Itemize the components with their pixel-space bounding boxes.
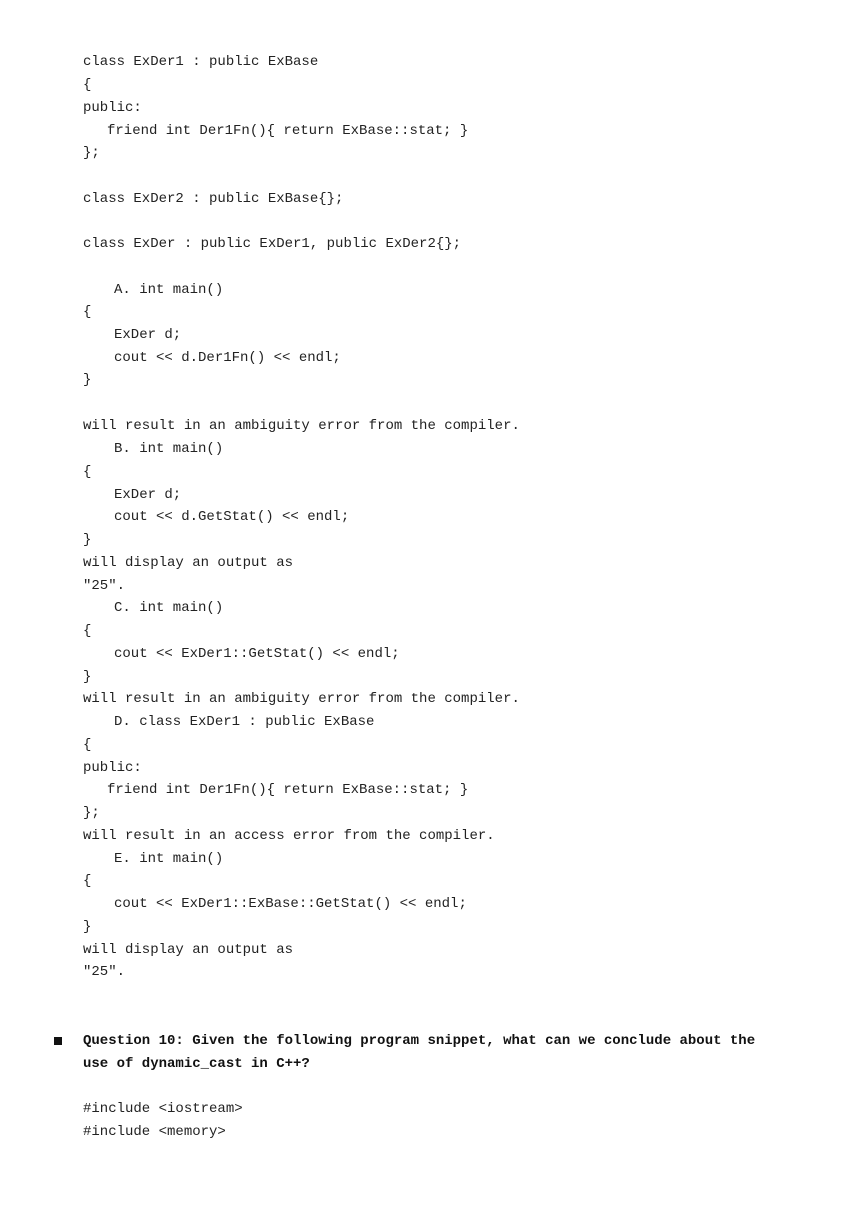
code-line: friend int Der1Fn(){ return ExBase::stat; } <box>107 782 469 798</box>
option-e-head: E. int main() <box>114 851 224 867</box>
option-d-head: D. class ExDer1 : public ExBase <box>114 714 375 730</box>
code-line: class ExDer2 : public ExBase{}; <box>83 191 344 207</box>
option-b-head: B. int main() <box>114 441 224 457</box>
code-line: }; <box>83 805 100 821</box>
code-line: } <box>83 669 92 685</box>
code-line: { <box>83 623 92 639</box>
question-text: Question 10: Given the following program snippet, what can we conclude about the <box>83 1033 756 1049</box>
code-line: cout << ExDer1::GetStat() << endl; <box>114 646 400 662</box>
code-line: cout << ExDer1::ExBase::GetStat() << endl; <box>114 896 467 912</box>
code-line: { <box>83 77 92 93</box>
code-line: class ExDer : public ExDer1, public ExDer2{}; <box>83 236 462 252</box>
option-c-head: C. int main() <box>114 600 224 616</box>
question-text: use of dynamic_cast in C++? <box>83 1056 310 1072</box>
code-line: { <box>83 737 92 753</box>
code-line: } <box>83 372 92 388</box>
code-line: ExDer d; <box>114 327 182 343</box>
code-line: ExDer d; <box>114 487 182 503</box>
option-d-result: will result in an access error from the compiler. <box>83 828 495 844</box>
code-line: }; <box>83 145 100 161</box>
code-line: { <box>83 873 92 889</box>
code-line: public: <box>83 100 142 116</box>
bullet-square-icon <box>54 1037 62 1045</box>
code-line: friend int Der1Fn(){ return ExBase::stat; } <box>107 123 469 139</box>
code-line: } <box>83 919 92 935</box>
option-a-head: A. int main() <box>114 282 224 298</box>
option-a-result: will result in an ambiguity error from the compiler. <box>83 418 520 434</box>
code-line: { <box>83 304 92 320</box>
option-b-result: will display an output as <box>83 555 294 571</box>
option-e-result: will display an output as <box>83 942 294 958</box>
code-line: { <box>83 464 92 480</box>
code-line: #include <iostream> <box>83 1101 243 1117</box>
code-line: cout << d.Der1Fn() << endl; <box>114 350 341 366</box>
option-c-result: will result in an ambiguity error from the compiler. <box>83 691 520 707</box>
option-e-result: "25". <box>83 964 126 980</box>
code-line: public: <box>83 760 142 776</box>
code-line: } <box>83 532 92 548</box>
option-b-result: "25". <box>83 578 126 594</box>
code-line: cout << d.GetStat() << endl; <box>114 509 350 525</box>
code-line: #include <memory> <box>83 1124 226 1140</box>
code-line: class ExDer1 : public ExBase <box>83 54 319 70</box>
